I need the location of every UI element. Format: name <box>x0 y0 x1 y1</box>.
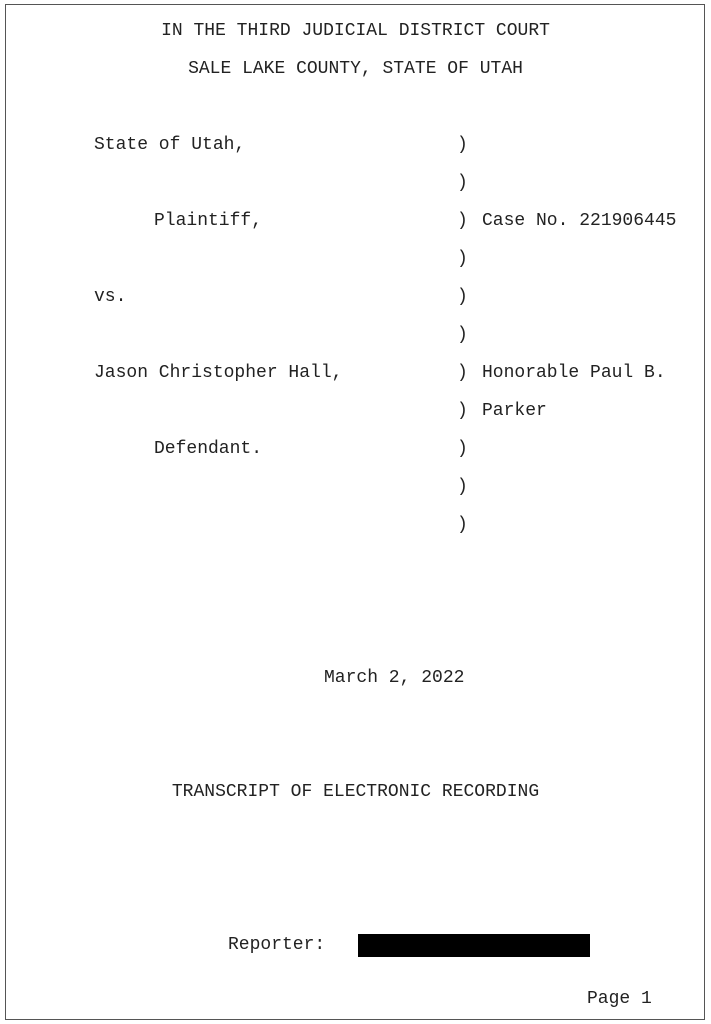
redaction-bar <box>358 934 590 957</box>
caption-paren: ) <box>457 477 468 497</box>
caption-paren: ) <box>457 401 468 421</box>
court-title-line2: SALE LAKE COUNTY, STATE OF UTAH <box>188 59 523 79</box>
defendant-role: Defendant. <box>154 439 263 459</box>
judge-name-line2: Parker <box>482 401 547 421</box>
caption-paren: ) <box>457 363 468 383</box>
page-frame <box>5 4 705 1020</box>
caption-paren: ) <box>457 515 468 535</box>
case-number: Case No. 221906445 <box>482 211 677 231</box>
judge-name-line1: Honorable Paul B. <box>482 363 666 383</box>
plaintiff-party: State of Utah, <box>94 135 246 155</box>
caption-paren: ) <box>457 211 468 231</box>
reporter-label: Reporter: <box>228 935 326 955</box>
defendant-party: Jason Christopher Hall, <box>94 363 343 383</box>
versus-label: vs. <box>94 287 127 307</box>
court-title-line1: IN THE THIRD JUDICIAL DISTRICT COURT <box>161 21 550 41</box>
caption-paren: ) <box>457 325 468 345</box>
caption-paren: ) <box>457 173 468 193</box>
plaintiff-role: Plaintiff, <box>154 211 263 231</box>
caption-paren: ) <box>457 249 468 269</box>
hearing-date: March 2, 2022 <box>324 668 465 688</box>
document-title: TRANSCRIPT OF ELECTRONIC RECORDING <box>171 782 540 802</box>
caption-paren: ) <box>457 135 468 155</box>
caption-paren: ) <box>457 287 468 307</box>
page-number: Page 1 <box>587 989 652 1009</box>
caption-paren: ) <box>457 439 468 459</box>
